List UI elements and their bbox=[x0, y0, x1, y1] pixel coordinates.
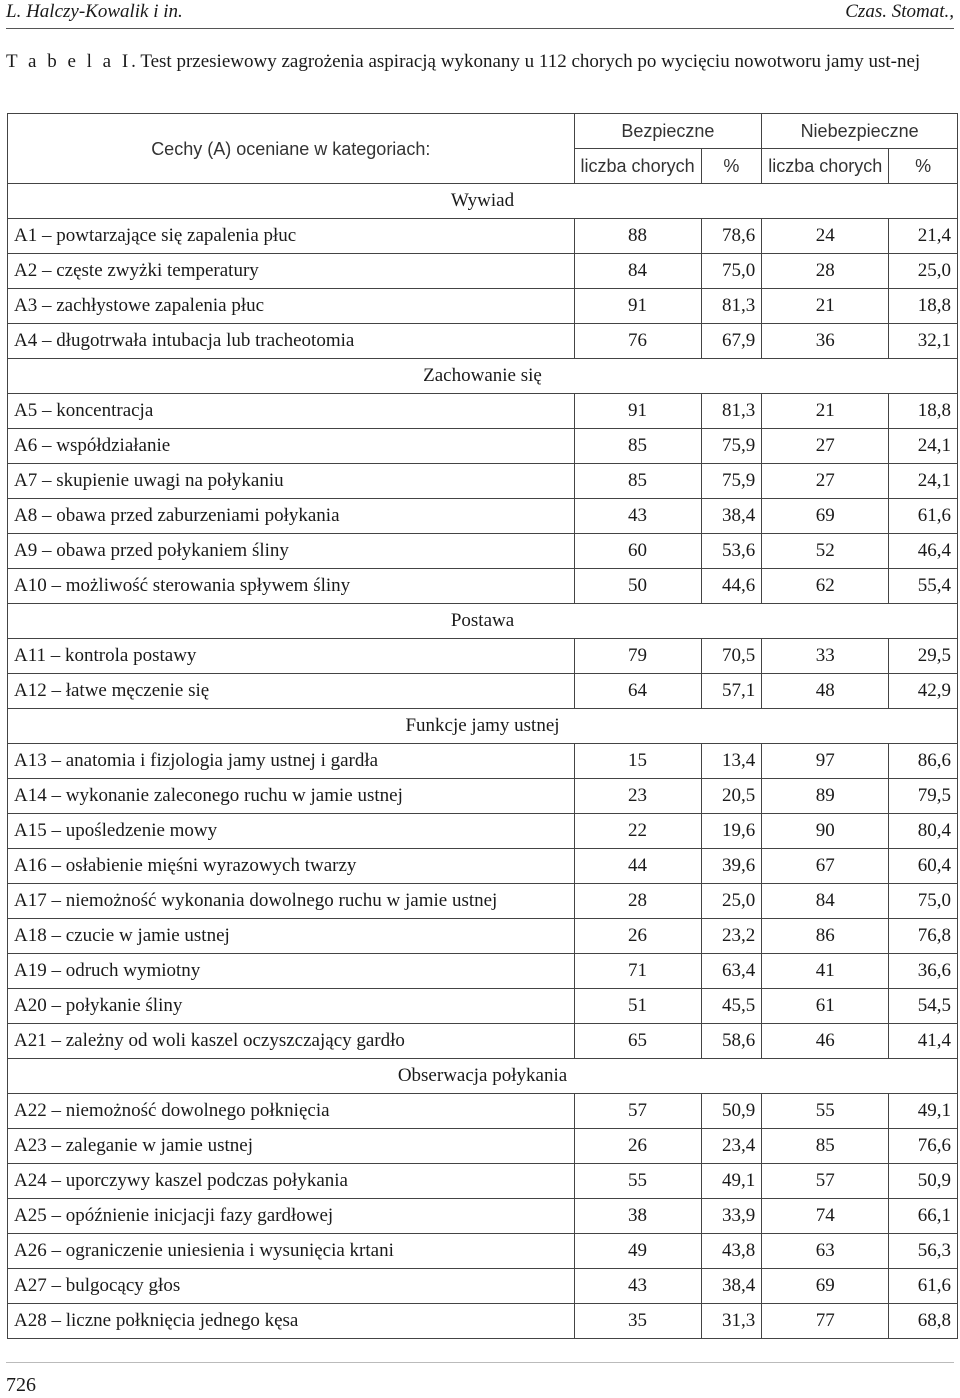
safe-pct-cell: 81,3 bbox=[701, 289, 762, 324]
unsafe-pct-cell: 41,4 bbox=[889, 1024, 958, 1059]
feature-cell: A13 – anatomia i fizjologia jamy ustnej i gardła bbox=[8, 744, 575, 779]
safe-pct-cell: 50,9 bbox=[701, 1094, 762, 1129]
feature-cell: A11 – kontrola postawy bbox=[8, 639, 575, 674]
section-header-row bbox=[8, 604, 958, 639]
unsafe-count-cell: 89 bbox=[762, 779, 889, 814]
unsafe-count-cell: 69 bbox=[762, 499, 889, 534]
unsafe-count-cell: 41 bbox=[762, 954, 889, 989]
safe-count-cell: 44 bbox=[574, 849, 701, 884]
unsafe-pct-cell: 60,4 bbox=[889, 849, 958, 884]
feature-cell: A18 – czucie w jamie ustnej bbox=[8, 919, 575, 954]
safe-count-cell: 65 bbox=[574, 1024, 701, 1059]
safe-count-cell: 76 bbox=[574, 324, 701, 359]
unsafe-count-cell: 52 bbox=[762, 534, 889, 569]
safe-count-cell: 49 bbox=[574, 1234, 701, 1269]
unsafe-pct-cell: 55,4 bbox=[889, 569, 958, 604]
unsafe-pct-cell: 25,0 bbox=[889, 254, 958, 289]
table-row bbox=[8, 289, 958, 324]
table-row bbox=[8, 1164, 958, 1199]
unsafe-count-cell: 57 bbox=[762, 1164, 889, 1199]
unsafe-count-cell: 63 bbox=[762, 1234, 889, 1269]
unsafe-pct-cell: 21,4 bbox=[889, 219, 958, 254]
safe-pct-cell: 43,8 bbox=[701, 1234, 762, 1269]
unsafe-count-cell: 27 bbox=[762, 429, 889, 464]
section-title: Wywiad bbox=[8, 184, 958, 219]
unsafe-count-cell: 77 bbox=[762, 1304, 889, 1339]
safe-pct-cell: 33,9 bbox=[701, 1199, 762, 1234]
section-title: Zachowanie się bbox=[8, 359, 958, 394]
unsafe-pct-cell: 42,9 bbox=[889, 674, 958, 709]
safe-count-cell: 88 bbox=[574, 219, 701, 254]
safe-pct-cell: 57,1 bbox=[701, 674, 762, 709]
unsafe-pct-header: % bbox=[889, 149, 958, 184]
safe-count-cell: 35 bbox=[574, 1304, 701, 1339]
feature-cell: A28 – liczne połknięcia jednego kęsa bbox=[8, 1304, 575, 1339]
safe-count-cell: 51 bbox=[574, 989, 701, 1024]
unsafe-count-cell: 85 bbox=[762, 1129, 889, 1164]
safe-count-cell: 23 bbox=[574, 779, 701, 814]
unsafe-pct-cell: 29,5 bbox=[889, 639, 958, 674]
safe-pct-cell: 20,5 bbox=[701, 779, 762, 814]
table-caption-label: T a b e l a I bbox=[6, 51, 132, 72]
safe-count-header: liczba chorych bbox=[574, 149, 701, 184]
table-row bbox=[8, 989, 958, 1024]
feature-cell: A20 – połykanie śliny bbox=[8, 989, 575, 1024]
safe-count-cell: 22 bbox=[574, 814, 701, 849]
safe-count-cell: 79 bbox=[574, 639, 701, 674]
safe-count-cell: 26 bbox=[574, 919, 701, 954]
section-title: Funkcje jamy ustnej bbox=[8, 709, 958, 744]
section-header-row bbox=[8, 359, 958, 394]
running-head-journal: Czas. Stomat., bbox=[845, 1, 954, 22]
safe-count-cell: 50 bbox=[574, 569, 701, 604]
table-row bbox=[8, 744, 958, 779]
safe-count-cell: 15 bbox=[574, 744, 701, 779]
table-row bbox=[8, 814, 958, 849]
safe-pct-cell: 39,6 bbox=[701, 849, 762, 884]
unsafe-count-header: liczba chorych bbox=[762, 149, 889, 184]
feature-cell: A25 – opóźnienie inicjacji fazy gardłowej bbox=[8, 1199, 575, 1234]
feature-cell: A4 – długotrwała intubacja lub tracheotomia bbox=[8, 324, 575, 359]
unsafe-pct-cell: 76,8 bbox=[889, 919, 958, 954]
safe-pct-cell: 63,4 bbox=[701, 954, 762, 989]
unsafe-pct-cell: 61,6 bbox=[889, 1269, 958, 1304]
table-row bbox=[8, 534, 958, 569]
unsafe-pct-cell: 24,1 bbox=[889, 429, 958, 464]
table-caption bbox=[6, 50, 954, 74]
safe-count-cell: 28 bbox=[574, 884, 701, 919]
section-header-row bbox=[8, 709, 958, 744]
safe-pct-cell: 23,2 bbox=[701, 919, 762, 954]
feature-cell: A8 – obawa przed zaburzeniami połykania bbox=[8, 499, 575, 534]
section-header-row bbox=[8, 184, 958, 219]
feature-cell: A23 – zaleganie w jamie ustnej bbox=[8, 1129, 575, 1164]
feature-cell: A2 – częste zwyżki temperatury bbox=[8, 254, 575, 289]
safe-pct-cell: 70,5 bbox=[701, 639, 762, 674]
unsafe-count-cell: 27 bbox=[762, 464, 889, 499]
safe-pct-cell: 67,9 bbox=[701, 324, 762, 359]
safe-pct-cell: 58,6 bbox=[701, 1024, 762, 1059]
table-row bbox=[8, 674, 958, 709]
table-caption-text: . Test przesiewowy zagrożenia aspiracją wykonany u 112 chorych po wycięciu nowotworu jamy ust-nej bbox=[131, 51, 921, 72]
feature-cell: A6 – współdziałanie bbox=[8, 429, 575, 464]
unsafe-count-cell: 67 bbox=[762, 849, 889, 884]
unsafe-pct-cell: 80,4 bbox=[889, 814, 958, 849]
table-row bbox=[8, 849, 958, 884]
unsafe-pct-cell: 24,1 bbox=[889, 464, 958, 499]
table-row bbox=[8, 569, 958, 604]
unsafe-count-cell: 86 bbox=[762, 919, 889, 954]
safe-count-cell: 85 bbox=[574, 429, 701, 464]
safe-pct-cell: 81,3 bbox=[701, 394, 762, 429]
safe-pct-cell: 31,3 bbox=[701, 1304, 762, 1339]
unsafe-pct-cell: 66,1 bbox=[889, 1199, 958, 1234]
unsafe-count-cell: 55 bbox=[762, 1094, 889, 1129]
safe-count-cell: 60 bbox=[574, 534, 701, 569]
safe-pct-cell: 78,6 bbox=[701, 219, 762, 254]
table-row bbox=[8, 1199, 958, 1234]
safe-count-cell: 26 bbox=[574, 1129, 701, 1164]
feature-cell: A19 – odruch wymiotny bbox=[8, 954, 575, 989]
safe-group-header: Bezpieczne bbox=[574, 114, 762, 149]
table-row bbox=[8, 954, 958, 989]
table-row bbox=[8, 1094, 958, 1129]
feature-cell: A15 – upośledzenie mowy bbox=[8, 814, 575, 849]
table-body bbox=[8, 184, 958, 1339]
unsafe-pct-cell: 76,6 bbox=[889, 1129, 958, 1164]
section-header-row bbox=[8, 1059, 958, 1094]
safe-count-cell: 43 bbox=[574, 499, 701, 534]
unsafe-count-cell: 46 bbox=[762, 1024, 889, 1059]
table-row bbox=[8, 1234, 958, 1269]
feature-cell: A17 – niemożność wykonania dowolnego ruchu w jamie ustnej bbox=[8, 884, 575, 919]
table-row bbox=[8, 639, 958, 674]
safe-count-cell: 64 bbox=[574, 674, 701, 709]
unsafe-count-cell: 69 bbox=[762, 1269, 889, 1304]
unsafe-count-cell: 84 bbox=[762, 884, 889, 919]
feature-cell: A5 – koncentracja bbox=[8, 394, 575, 429]
safe-pct-cell: 19,6 bbox=[701, 814, 762, 849]
table-row bbox=[8, 1304, 958, 1339]
feature-cell: A21 – zależny od woli kaszel oczyszczający gardło bbox=[8, 1024, 575, 1059]
feature-cell: A3 – zachłystowe zapalenia płuc bbox=[8, 289, 575, 324]
unsafe-pct-cell: 36,6 bbox=[889, 954, 958, 989]
safe-count-cell: 91 bbox=[574, 394, 701, 429]
table-row bbox=[8, 499, 958, 534]
unsafe-pct-cell: 86,6 bbox=[889, 744, 958, 779]
unsafe-count-cell: 74 bbox=[762, 1199, 889, 1234]
safe-count-cell: 57 bbox=[574, 1094, 701, 1129]
feature-cell: A14 – wykonanie zaleconego ruchu w jamie ustnej bbox=[8, 779, 575, 814]
unsafe-count-cell: 97 bbox=[762, 744, 889, 779]
unsafe-count-cell: 21 bbox=[762, 289, 889, 324]
table-row bbox=[8, 429, 958, 464]
unsafe-pct-cell: 46,4 bbox=[889, 534, 958, 569]
unsafe-count-cell: 33 bbox=[762, 639, 889, 674]
page-number: 726 bbox=[6, 1374, 36, 1396]
table-row bbox=[8, 1024, 958, 1059]
unsafe-pct-cell: 18,8 bbox=[889, 394, 958, 429]
unsafe-count-cell: 36 bbox=[762, 324, 889, 359]
section-title: Postawa bbox=[8, 604, 958, 639]
feature-cell: A27 – bulgocący głos bbox=[8, 1269, 575, 1304]
feature-cell: A7 – skupienie uwagi na połykaniu bbox=[8, 464, 575, 499]
safe-count-cell: 38 bbox=[574, 1199, 701, 1234]
unsafe-pct-cell: 49,1 bbox=[889, 1094, 958, 1129]
safe-count-cell: 55 bbox=[574, 1164, 701, 1199]
table-row bbox=[8, 779, 958, 814]
unsafe-pct-cell: 56,3 bbox=[889, 1234, 958, 1269]
safe-pct-cell: 75,9 bbox=[701, 429, 762, 464]
feature-cell: A12 – łatwe męczenie się bbox=[8, 674, 575, 709]
unsafe-pct-cell: 32,1 bbox=[889, 324, 958, 359]
running-head bbox=[6, 0, 954, 29]
safe-pct-cell: 25,0 bbox=[701, 884, 762, 919]
feature-cell: A22 – niemożność dowolnego połknięcia bbox=[8, 1094, 575, 1129]
feature-cell: A24 – uporczywy kaszel podczas połykania bbox=[8, 1164, 575, 1199]
unsafe-pct-cell: 54,5 bbox=[889, 989, 958, 1024]
table-row bbox=[8, 394, 958, 429]
unsafe-pct-cell: 75,0 bbox=[889, 884, 958, 919]
safe-count-cell: 85 bbox=[574, 464, 701, 499]
safe-count-cell: 84 bbox=[574, 254, 701, 289]
safe-pct-cell: 23,4 bbox=[701, 1129, 762, 1164]
table-row bbox=[8, 1269, 958, 1304]
unsafe-count-cell: 28 bbox=[762, 254, 889, 289]
table-row bbox=[8, 1129, 958, 1164]
feature-cell: A9 – obawa przed połykaniem śliny bbox=[8, 534, 575, 569]
feature-cell: A26 – ograniczenie uniesienia i wysunięcia krtani bbox=[8, 1234, 575, 1269]
unsafe-count-cell: 21 bbox=[762, 394, 889, 429]
safe-pct-cell: 38,4 bbox=[701, 1269, 762, 1304]
table-row bbox=[8, 464, 958, 499]
safe-pct-cell: 53,6 bbox=[701, 534, 762, 569]
table-row bbox=[8, 219, 958, 254]
safe-pct-cell: 75,0 bbox=[701, 254, 762, 289]
unsafe-count-cell: 62 bbox=[762, 569, 889, 604]
safe-pct-header: % bbox=[701, 149, 762, 184]
safe-count-cell: 91 bbox=[574, 289, 701, 324]
safe-pct-cell: 49,1 bbox=[701, 1164, 762, 1199]
section-title: Obserwacja połykania bbox=[8, 1059, 958, 1094]
safe-count-cell: 71 bbox=[574, 954, 701, 989]
unsafe-count-cell: 48 bbox=[762, 674, 889, 709]
unsafe-count-cell: 61 bbox=[762, 989, 889, 1024]
unsafe-pct-cell: 18,8 bbox=[889, 289, 958, 324]
unsafe-count-cell: 90 bbox=[762, 814, 889, 849]
unsafe-pct-cell: 50,9 bbox=[889, 1164, 958, 1199]
safe-count-cell: 43 bbox=[574, 1269, 701, 1304]
table-row bbox=[8, 324, 958, 359]
table-header bbox=[8, 114, 958, 184]
safe-pct-cell: 13,4 bbox=[701, 744, 762, 779]
page-bottom-rule bbox=[6, 1362, 954, 1363]
data-table bbox=[7, 113, 958, 1339]
feature-cell: A10 – możliwość sterowania spływem śliny bbox=[8, 569, 575, 604]
feature-cell: A1 – powtarzające się zapalenia płuc bbox=[8, 219, 575, 254]
safe-pct-cell: 38,4 bbox=[701, 499, 762, 534]
table-row bbox=[8, 884, 958, 919]
unsafe-pct-cell: 61,6 bbox=[889, 499, 958, 534]
table-row bbox=[8, 919, 958, 954]
unsafe-group-header: Niebezpieczne bbox=[762, 114, 958, 149]
safe-pct-cell: 75,9 bbox=[701, 464, 762, 499]
unsafe-count-cell: 24 bbox=[762, 219, 889, 254]
running-head-authors: L. Halczy-Kowalik i in. bbox=[6, 1, 183, 22]
feature-cell: A16 – osłabienie mięśni wyrazowych twarzy bbox=[8, 849, 575, 884]
feature-column-header: Cechy (A) oceniane w kategoriach: bbox=[8, 114, 575, 184]
safe-pct-cell: 44,6 bbox=[701, 569, 762, 604]
unsafe-pct-cell: 79,5 bbox=[889, 779, 958, 814]
table-row bbox=[8, 254, 958, 289]
safe-pct-cell: 45,5 bbox=[701, 989, 762, 1024]
unsafe-pct-cell: 68,8 bbox=[889, 1304, 958, 1339]
